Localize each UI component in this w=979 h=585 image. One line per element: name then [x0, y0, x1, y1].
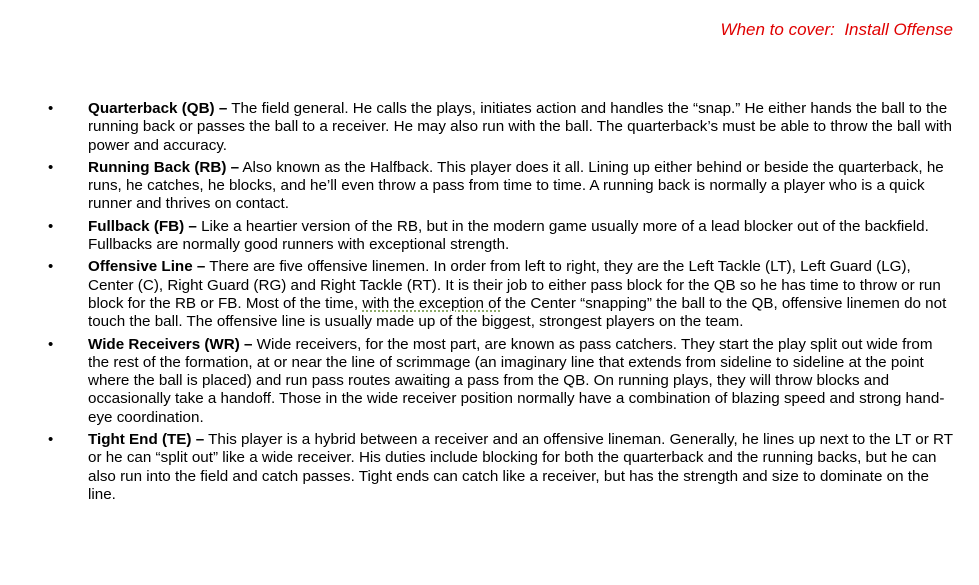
position-description: Wide receivers, for the most part, are known as pass catchers. They start the play split out wide from the rest of the formation, at or near the line of scrimmage (an imaginary line that extends from sideline to sideline at the point where the ball is placed) and run pass routes awaiting a pass from the QB. On running plays, they will throw blocks and occasionally take a handoff. Those in the wide receiver position normally have a combination of blazing speed and strong hand-eye coordination.	[88, 335, 945, 426]
position-term: Fullback (FB) –	[88, 217, 197, 235]
positions-section	[45, 100, 957, 508]
position-term: Offensive Line –	[88, 258, 206, 276]
position-description: Like a heartier version of the RB, but in the modern game usually more of a lead blocker out of the backfield. Fullbacks are normally good runners with exceptional strength.	[88, 217, 929, 254]
list-item-offensive-line	[45, 258, 957, 331]
position-term: Tight End (TE) –	[88, 431, 205, 449]
position-term: Wide Receivers (WR) –	[88, 335, 253, 353]
position-description: Also known as the Halfback. This player does it all. Lining up either behind or beside the quarterback, he runs, he catches, he blocks, and he’ll even throw a pass from time to time. A running back is normally a player who is a quick runner and thrives on contact.	[88, 158, 944, 213]
positions-list	[45, 100, 957, 504]
position-term: Quarterback (QB) –	[88, 100, 228, 117]
cover-note: When to cover: Install Offense	[720, 20, 953, 39]
bullet-icon: •	[48, 100, 54, 117]
bullet-icon: •	[48, 431, 54, 449]
bullet-icon: •	[48, 258, 54, 276]
list-item-fullback	[45, 218, 957, 255]
list-item-quarterback	[45, 100, 957, 155]
grammar-marked-phrase[interactable]: with the exception of	[362, 294, 501, 312]
list-item-tight-end	[45, 431, 957, 504]
position-description-continued: the Center “snapping” the ball to the QB, offensive linemen do not touch the ball. The offensive line is usually made up of the biggest, strongest players on the team.	[88, 294, 947, 331]
position-description: The field general. He calls the plays, initiates action and handles the “snap.” He either hands the ball to the running back or passes the ball to a receiver. He may also run with the ball. The quarterback’s must be able to throw the ball with power and accuracy.	[88, 100, 952, 154]
position-term: Running Back (RB) –	[88, 158, 240, 176]
list-item-running-back	[45, 159, 957, 214]
list-item-wide-receivers	[45, 336, 957, 427]
bullet-icon: •	[48, 217, 54, 235]
position-description: This player is a hybrid between a receiver and an offensive lineman. Generally, he lines up next to the LT or RT or he can “split out” like a wide receiver. His duties include blocking for both the quarterback and the running backs, but he can also run into the field and catch passes. Tight ends can catch like a receiver, but has the strength and size to dominate on the line.	[88, 431, 953, 503]
bullet-icon: •	[48, 335, 54, 353]
position-description: There are five offensive linemen. In order from left to right, they are the Left Tackle (LT), Left Guard (LG), Center (C), Right Guard (RG) and Right Tackle (RT). It is their job to either pass block for the QB so he has time to throw or run block for the RB or FB. Most of the time,	[88, 258, 941, 312]
bullet-icon: •	[48, 158, 54, 176]
